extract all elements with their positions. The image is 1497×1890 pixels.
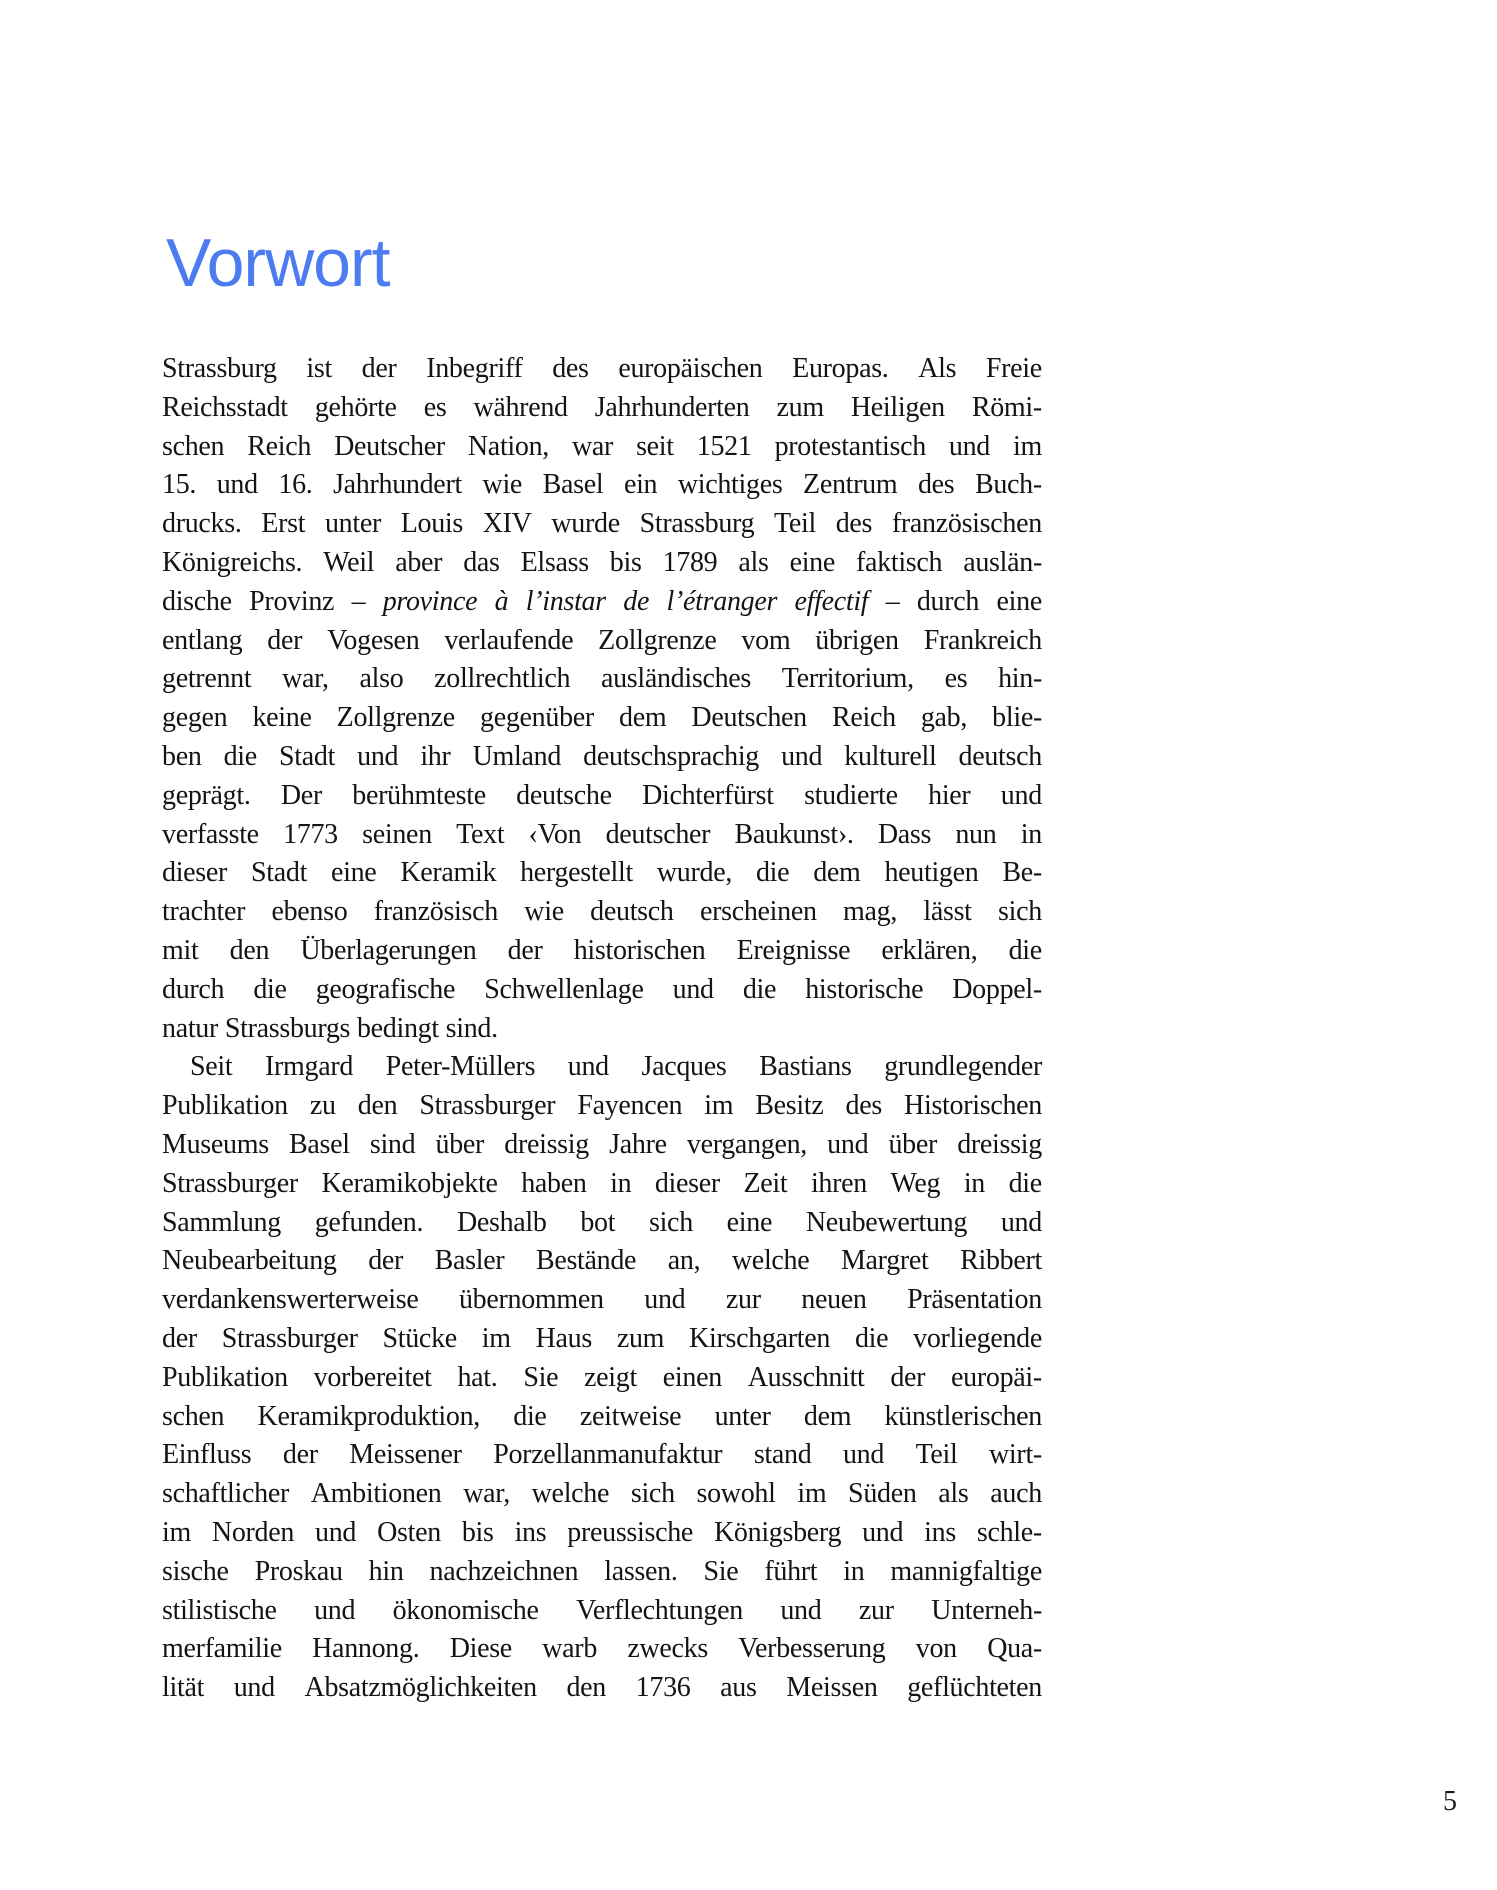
text-line: Strassburger Keramikobjekte haben in dieser Zeit ihren Weg in die: [162, 1167, 1042, 1199]
text-line: gegen keine Zollgrenze gegenüber dem Deutschen Reich gab, blie-: [162, 702, 1042, 734]
text-line: natur Strassburgs bedingt sind.: [162, 1012, 498, 1044]
text-line: verdankenswerterweise übernommen und zur neuen Präsentation: [162, 1284, 1042, 1316]
text-line: Publikation vorbereitet hat. Sie zeigt einen Ausschnitt der europäi-: [162, 1361, 1042, 1393]
text-line: 15. und 16. Jahrhundert wie Basel ein wichtiges Zentrum des Buch-: [162, 469, 1042, 501]
page-title: Vorwort: [166, 225, 390, 301]
text-line: verfasste 1773 seinen Text ‹Von deutscher Baukunst›. Dass nun in: [162, 818, 1042, 850]
text-line: Reichsstadt gehörte es während Jahrhunderten zum Heiligen Römi-: [162, 391, 1042, 423]
text-line: durch die geografische Schwellenlage und die historische Doppel-: [162, 973, 1042, 1005]
text-line: merfamilie Hannong. Diese warb zwecks Verbesserung von Qua-: [162, 1633, 1042, 1665]
preface-body-text: [162, 350, 1042, 1708]
text-line: Strassburg ist der Inbegriff des europäischen Europas. Als Freie: [162, 353, 1042, 384]
text-line: stilistische und ökonomische Verflechtungen und zur Unterneh-: [162, 1594, 1042, 1626]
text-line: der Strassburger Stücke im Haus zum Kirschgarten die vorliegende: [162, 1322, 1042, 1354]
text-line: getrennt war, also zollrechtlich ausländisches Territorium, es hin-: [162, 663, 1042, 695]
text-line: trachter ebenso französisch wie deutsch erscheinen mag, lässt sich: [162, 896, 1042, 928]
text-line: dieser Stadt eine Keramik hergestellt wurde, die dem heutigen Be-: [162, 857, 1042, 889]
text-line: schaftlicher Ambitionen war, welche sich sowohl im Süden als auch: [162, 1478, 1042, 1510]
text-line: Königreichs. Weil aber das Elsass bis 1789 als eine faktisch auslän-: [162, 546, 1042, 578]
text-line: lität und Absatzmöglichkeiten den 1736 aus Meissen geflüchteten: [162, 1672, 1042, 1704]
text-line: ben die Stadt und ihr Umland deutschsprachig und kulturell deutsch: [162, 740, 1042, 772]
text-line: schen Reich Deutscher Nation, war seit 1521 protestantisch und im: [162, 430, 1042, 462]
page-number: 5: [1443, 1786, 1457, 1817]
text-line: geprägt. Der berühmteste deutsche Dichterfürst studierte hier und: [162, 779, 1042, 811]
text-line: mit den Überlagerungen der historischen Ereignisse erklären, die: [162, 934, 1042, 966]
text-line: dische Provinz – province à l’instar de l’étranger effectif – durch eine: [162, 585, 1042, 617]
text-line: Museums Basel sind über dreissig Jahre vergangen, und über dreissig: [162, 1128, 1042, 1160]
text-line: Neubearbeitung der Basler Bestände an, welche Margret Ribbert: [162, 1245, 1042, 1277]
text-line: im Norden und Osten bis ins preussische Königsberg und ins schle-: [162, 1516, 1042, 1548]
text-line: Publikation zu den Strassburger Fayencen im Besitz des Historischen: [162, 1090, 1042, 1122]
text-line: entlang der Vogesen verlaufende Zollgrenze vom übrigen Frankreich: [162, 624, 1042, 656]
text-line: Seit Irmgard Peter-Müllers und Jacques Bastians grundlegender: [190, 1051, 1042, 1083]
text-line: sische Proskau hin nachzeichnen lassen. Sie führt in mannigfaltige: [162, 1555, 1042, 1587]
text-line: Einfluss der Meissener Porzellanmanufaktur stand und Teil wirt-: [162, 1439, 1042, 1471]
text-line: drucks. Erst unter Louis XIV wurde Strassburg Teil des französischen: [162, 508, 1042, 540]
text-line: schen Keramikproduktion, die zeitweise unter dem künstlerischen: [162, 1400, 1042, 1432]
text-line: Sammlung gefunden. Deshalb bot sich eine Neubewertung und: [162, 1206, 1042, 1238]
